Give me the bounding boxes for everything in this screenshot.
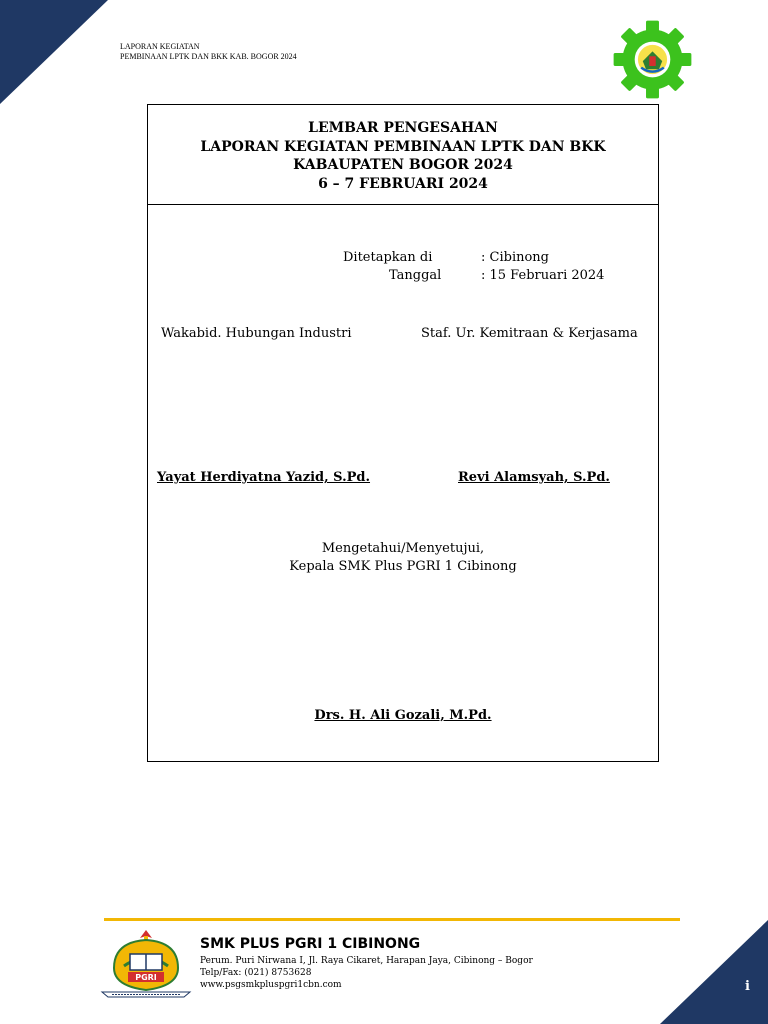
title-line-4: 6 – 7 FEBRUARI 2024: [318, 175, 488, 192]
header-line-1: LAPORAN KEGIATAN: [120, 42, 200, 51]
school-phone: Telp/Fax: (021) 8753628: [200, 968, 312, 978]
page-number: i: [745, 979, 750, 994]
date-value: : 15 Februari 2024: [481, 268, 605, 283]
right-signatory-role: Staf. Ur. Kemitraan & Kerjasama: [421, 326, 638, 341]
pgri-logo-text: PGRI: [135, 973, 157, 982]
left-signatory-name: Yayat Herdiyatna Yazid, S.Pd.: [157, 470, 371, 485]
title-line-3: KABAUPATEN BOGOR 2024: [293, 157, 513, 173]
school-website-link[interactable]: www.psgsmkpluspgri1cbn.com: [200, 980, 342, 990]
acknowledgement-line-2: Kepala SMK Plus PGRI 1 Cibinong: [289, 559, 517, 574]
place-label: Ditetapkan di: [343, 250, 433, 265]
head-signatory-name: Drs. H. Ali Gozali, M.Pd.: [314, 708, 492, 723]
head-signatory-wrapper: [148, 704, 658, 723]
bottom-right-corner-decoration: [660, 920, 768, 1024]
header-line-2: PEMBINAAN LPTK DAN BKK KAB. BOGOR 2024: [120, 52, 297, 61]
title-line-1: LEMBAR PENGESAHAN: [308, 120, 498, 136]
gear-emblem-logo: [612, 19, 693, 100]
running-header: [120, 42, 297, 62]
approval-sheet-frame: [147, 104, 659, 762]
place-value: : Cibinong: [481, 250, 549, 265]
school-name: SMK PLUS PGRI 1 CIBINONG: [200, 936, 421, 952]
top-left-corner-decoration: [0, 0, 108, 104]
school-contact-block: [200, 955, 533, 991]
pgri-school-logo: [100, 928, 192, 998]
school-address: Perum. Puri Nirwana I, Jl. Raya Cikaret, Harapan Jaya, Cibinong – Bogor: [200, 956, 533, 966]
left-signatory-role: Wakabid. Hubungan Industri: [161, 326, 352, 341]
footer-divider: [104, 918, 680, 921]
acknowledgement-line-1: Mengetahui/Menyetujui,: [321, 541, 485, 556]
title-line-2: LAPORAN KEGIATAN PEMBINAAN LPTK DAN BKK: [200, 138, 606, 155]
right-signatory-name: Revi Alamsyah, S.Pd.: [458, 470, 610, 485]
title-block: [148, 105, 658, 205]
date-label: Tanggal: [389, 268, 442, 283]
